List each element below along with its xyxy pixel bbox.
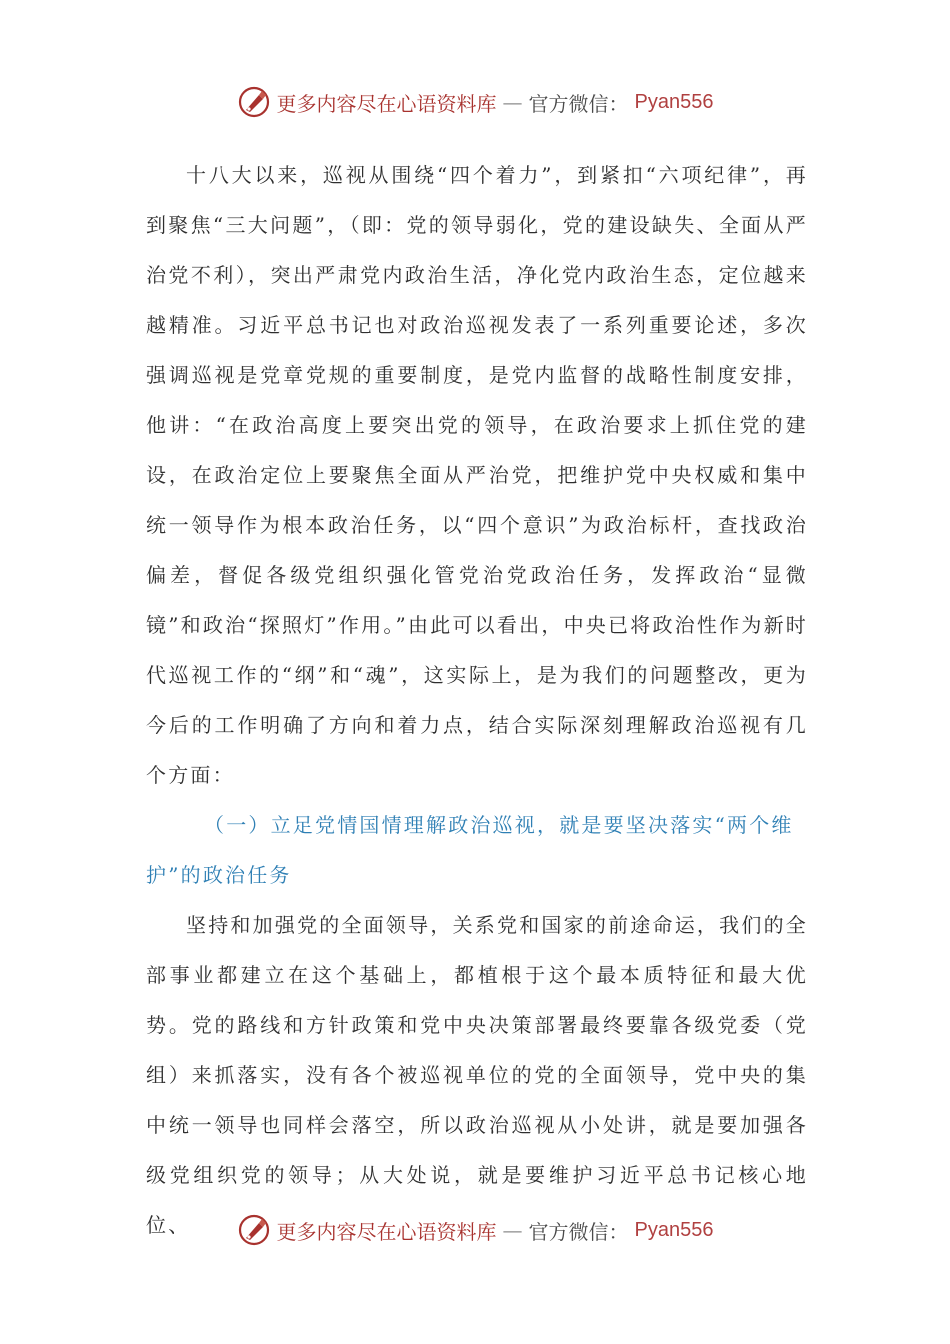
header-wechat-id: Pyan556 xyxy=(634,90,714,113)
paragraph-leadership: 坚持和加强党的全面领导，关系党和国家的前途命运，我们的全部事业都建立在这个基础上，都植根于这个最本质特征和最大优势。党的路线和方针政策和党中央决策部署最终要靠各级党委（党组）来抓落实，没有各个被巡视单位的党的全面领导，党中央的集中统一领导也同样会落空，所以政治巡视从小处讲，就是要加强各级党组织党的领导；从大处说，就是要维护习近平总书记核心地位、 xyxy=(146,913,808,1237)
footer-separator: — xyxy=(502,1218,523,1242)
paragraph-intro: 十八大以来，巡视从围绕“四个着力”，到紧扣“六项纪律”，再到聚焦“三大问题”，（即：党的领导弱化，党的建设缺失、全面从严治党不利），突出严肃党内政治生活，净化党内政治生态，定位越来越精准。习近平总书记也对政治巡视发表了一系列重要论述，多次强调巡视是党章党规的重要制度，是党内监督的战略性制度安排，他讲：“在政治高度上要突出党的领导，在政治要求上抓住党的建设，在政治定位上要聚焦全面从严治党，把维护党中央权威和集中统一领导作为根本政治任务，以“四个意识”为政治标杆，查找政治偏差，督促各级党组织强化管党治党政治任务，发挥政治“显微镜”和政治“探照灯”作用。”由此可以看出，中央已将政治性作为新时代巡视工作的“纲”和“魂”，这实际上，是为我们的问题整改，更为今后的工作明确了方向和着力点，结合实际深刻理解政治巡视有几个方面： xyxy=(146,163,808,787)
header-site-name: 更多内容尽在心语资料库 xyxy=(276,91,497,116)
footer-wechat-id: Pyan556 xyxy=(634,1218,714,1241)
pen-nib-logo-icon xyxy=(237,85,271,119)
footer-banner xyxy=(0,1210,950,1250)
footer-site-name: 更多内容尽在心语资料库 xyxy=(276,1219,497,1244)
document-body xyxy=(146,150,808,1250)
footer-wechat-label: 官方微信： xyxy=(528,1219,629,1244)
header-wechat-label: 官方微信： xyxy=(528,91,629,116)
pen-nib-logo-icon xyxy=(237,1213,271,1247)
header-separator: — xyxy=(502,90,523,114)
header-banner xyxy=(0,82,950,122)
section-heading-1: （一）立足党情国情理解政治巡视，就是要坚决落实“两个维护”的政治任务 xyxy=(146,813,794,887)
